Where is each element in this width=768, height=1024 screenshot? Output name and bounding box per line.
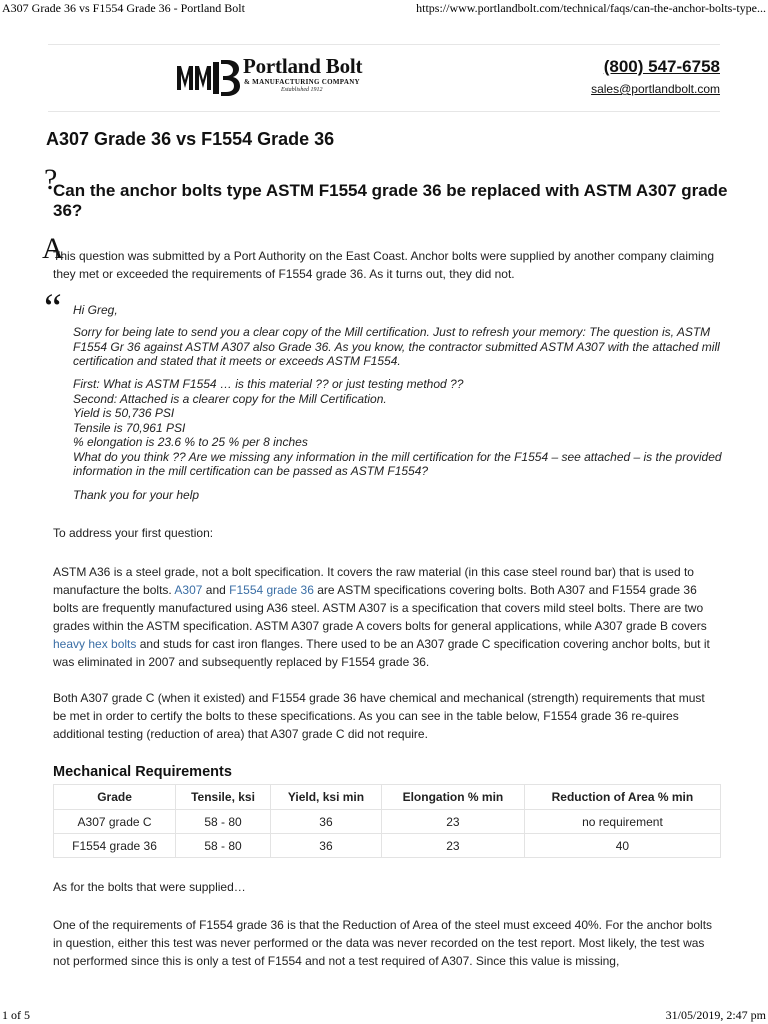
table-cell: 23: [381, 810, 524, 834]
quote-line: Second: Attached is a clearer copy for the Mill Certification.: [73, 391, 387, 406]
print-page-number: 1 of 5: [2, 1008, 30, 1022]
table-cell: 36: [270, 810, 381, 834]
email-link[interactable]: sales@portlandbolt.com: [591, 82, 720, 96]
f1554-grade-36-link[interactable]: F1554 grade 36: [229, 583, 314, 597]
table-cell: 40: [524, 834, 720, 858]
phone-link[interactable]: (800) 547-6758: [603, 57, 720, 76]
bolt-logo-icon: [175, 58, 241, 98]
print-header: [0, 0, 768, 16]
page-title: A307 Grade 36 vs F1554 Grade 36: [46, 129, 335, 149]
quote-line: Yield is 50,736 PSI: [73, 406, 175, 420]
table-cell: F1554 grade 36: [54, 834, 176, 858]
quote-question-list: [73, 377, 723, 479]
table-cell: 58 - 80: [176, 834, 271, 858]
table-header-row: [54, 785, 721, 810]
quote-line: % elongation is 23.6 % to 25 % per 8 inches: [73, 435, 308, 449]
quote-closing: Thank you for your help: [73, 488, 200, 502]
column-header: Reduction of Area % min: [524, 785, 720, 810]
print-page-url: https://www.portlandbolt.com/technical/faqs/can-the-anchor-bolts-type...: [416, 1, 766, 15]
print-page-title: A307 Grade 36 vs F1554 Grade 36 - Portland Bolt: [2, 1, 245, 15]
a36-explanation: [53, 563, 721, 671]
text-span: are ASTM specifications covering bolts. Both A307 and F1554 grade 36 bolts are frequently manufactured using A36 steel. ASTM A307 is a specification that covers mild steel bolts. There are two grades within the ASTM specification. ASTM A307 grade A covers bolts for general applications, while A307 grade B covers: [53, 583, 707, 633]
table-cell: 58 - 80: [176, 810, 271, 834]
quote-line: Tensile is 70,961 PSI: [73, 420, 186, 435]
answer-intro: To address your first question:: [53, 526, 214, 540]
logo-established: Established 1912: [281, 87, 323, 93]
supplied-bolts-paragraph: As for the bolts that were supplied…: [53, 880, 246, 894]
column-header: Yield, ksi min: [270, 785, 381, 810]
table-cell: 23: [381, 834, 524, 858]
column-header: Tensile, ksi: [176, 785, 271, 810]
print-datetime: 31/05/2019, 2:47 pm: [665, 1008, 766, 1022]
mechanical-requirements-heading: Mechanical Requirements: [53, 764, 232, 780]
question-mark-icon: ?: [44, 163, 58, 196]
table-row: [54, 810, 721, 834]
quote-greeting: Hi Greg,: [73, 303, 118, 317]
quote-paragraph: Sorry for being late to send you a clear copy of the Mill certification. Just to refresh your memory: The question is, ASTM F1554 Gr 36 against ASTM A307 also Grade 36. As you know, the contractor submitted ASTM A307 with the attached mill certification and stated that it meets or exceeds ASTM F1554.: [73, 325, 720, 368]
header-divider-bottom: [48, 111, 720, 112]
text-span: and: [202, 583, 230, 597]
logo-wordmark: Portland Bolt: [243, 54, 363, 78]
quote-mark-icon: “: [44, 285, 62, 330]
column-header: Grade: [54, 785, 176, 810]
company-logo[interactable]: [175, 52, 385, 100]
a307-link[interactable]: A307: [174, 583, 203, 597]
print-footer: [0, 1006, 768, 1024]
column-header: Elongation % min: [381, 785, 524, 810]
heavy-hex-bolts-link[interactable]: heavy hex bolts: [53, 637, 137, 651]
table-cell: A307 grade C: [54, 810, 176, 834]
table-cell: 36: [270, 834, 381, 858]
requirements-paragraph: Both A307 grade C (when it existed) and F1554 grade 36 have chemical and mechanical (strength) requirements that must be met in order to certify the bolts to these specifications. As you can see in the table below, F1554 grade 36 re-quires additional testing (reduction of area) that A307 grade C did not require.: [53, 691, 705, 741]
intro-paragraph: This question was submitted by a Port Authority on the East Coast. Anchor bolts were supplied by another company claiming they met or exceeded the requirements of F1554 grade 36. As it turns out, they did not.: [53, 249, 715, 281]
text-span: and studs for cast iron flanges. There used to be an A307 grade C specification covering anchor bolts, but it was eliminated in 2007 and subsequently replaced by F1554 grade 36.: [53, 637, 710, 669]
header-divider-top: [48, 44, 720, 45]
answer-letter-icon: A: [42, 232, 64, 265]
table-row: [54, 834, 721, 858]
question-heading: Can the anchor bolts type ASTM F1554 grade 36 be replaced with ASTM A307 grade 36?: [53, 181, 728, 220]
mechanical-requirements-table: [53, 784, 721, 858]
logo-subtitle: & MANUFACTURING COMPANY: [244, 78, 360, 86]
reduction-of-area-paragraph: One of the requirements of F1554 grade 36 is that the Reduction of Area of the steel must exceed 40%. For the anchor bolts in question, either this test was never performed or the data was never recorded on the test report. Most likely, the test was not performed since this is only a test of F1554 and not a test required of A307. Since this value is missing,: [53, 918, 713, 968]
table-cell: no requirement: [524, 810, 720, 834]
text-span: ASTM A36 is a steel grade, not a bolt specification. It covers the raw material (in this case steel round bar) that is used to manufacture the bolts.: [53, 565, 694, 597]
quote-line: First: What is ASTM F1554 … is this material ?? or just testing method ??: [73, 377, 464, 391]
quote-line: What do you think ?? Are we missing any information in the mill certification for the F1554 – see attached – is the provided information in the mill certification can be passed as ASTM F1554?: [73, 449, 722, 478]
